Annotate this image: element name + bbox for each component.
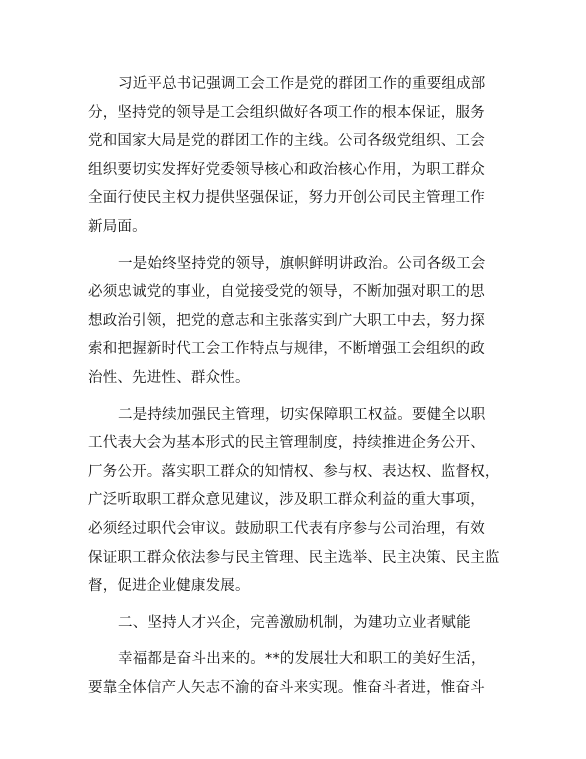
text-line: 必须忠诚党的事业，自觉接受党的领导，不断加强对职工的思 (88, 284, 485, 301)
text-line: 分，坚持党的领导是工会组织做好各项工作的根本保证，服务 (88, 104, 485, 121)
text-line: 广泛听取职工群众意见建议，涉及职工群众利益的重大事项， (88, 492, 485, 509)
text-line: 党和国家大局是党的群团工作的主线。公司各级党组织、工会 (88, 133, 485, 150)
document-body (88, 70, 500, 710)
text-line: 要靠全体信产人矢志不渝的奋斗来实现。惟奋斗者进，惟奋斗 (88, 679, 485, 696)
text-line: 保证职工群众依法参与民主管理、民主选举、民主决策、民主监 (88, 549, 500, 566)
text-line: 治性、先进性、群众性。 (88, 369, 250, 386)
paragraph-1 (88, 70, 500, 242)
text-line: 厂务公开。落实职工群众的知情权、参与权、表达权、监督权， (88, 463, 500, 480)
paragraph-3 (88, 401, 500, 601)
text-line: 幸福都是奋斗出来的。**的发展壮大和职工的美好生活， (118, 651, 486, 668)
text-line: 组织要切实发挥好党委领导核心和政治核心作用，为职工群众 (88, 161, 485, 178)
text-line: 新局面。 (88, 218, 147, 235)
text-line: 全面行使民主权力提供坚强保证，努力开创公司民主管理工作 (88, 190, 485, 207)
text-line: 习近平总书记强调工会工作是党的群团工作的重要组成部 (118, 76, 486, 92)
text-line: 必须经过职代会审议。鼓励职工代表有序参与公司治理，有效 (88, 520, 485, 537)
text-line: 一是始终坚持党的领导，旗帜鲜明讲政治。公司各级工会 (118, 255, 486, 272)
paragraph-5 (88, 645, 500, 702)
text-line: 工代表大会为基本形式的民主管理制度，持续推进企务公开、 (88, 435, 485, 452)
text-line: 索和把握新时代工会工作特点与规律，不断增强工会组织的政 (88, 341, 485, 358)
section-heading (88, 609, 500, 638)
text-line: 想政治引领，把党的意志和主张落实到广大职工中去，努力探 (88, 312, 485, 329)
paragraph-2 (88, 250, 500, 393)
text-line: 督，促进企业健康发展。 (88, 578, 250, 595)
text-line: 二是持续加强民主管理，切实保障职工权益。要健全以职 (118, 406, 486, 423)
text-line: 二、坚持人才兴企，完善激励机制，为建功立业者赋能 (118, 614, 471, 631)
